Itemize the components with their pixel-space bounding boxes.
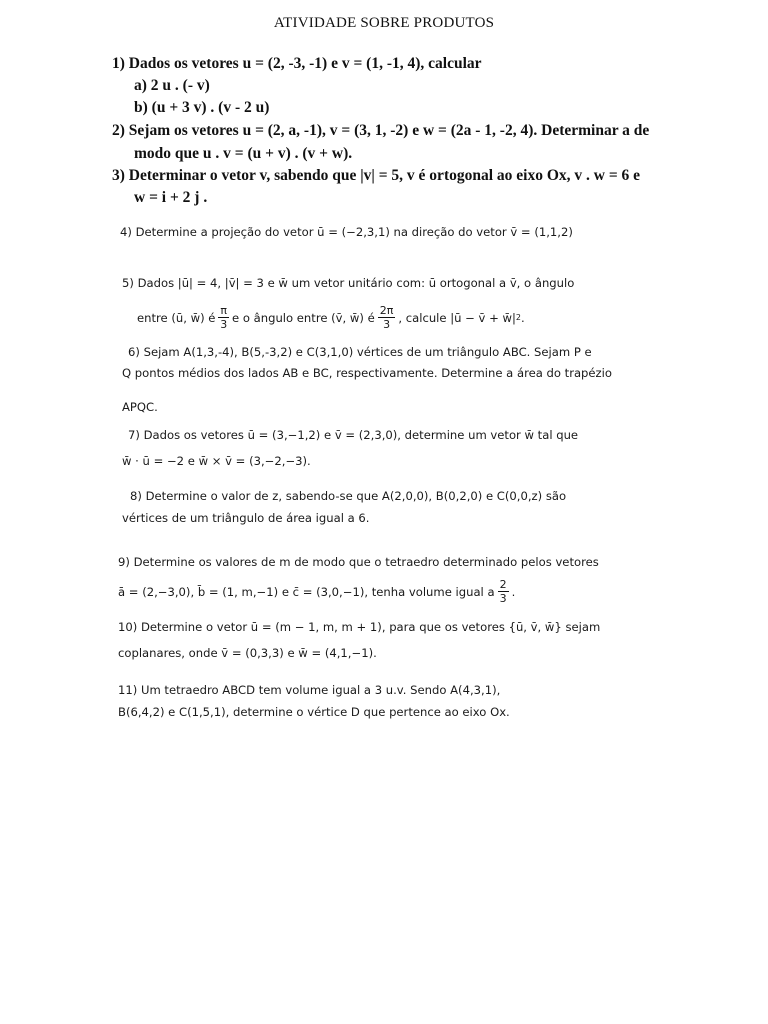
exercise-6-line-3: APQC. bbox=[122, 400, 158, 414]
exercise-3-line-2: w = i + 2 j . bbox=[134, 189, 208, 206]
exercise-1a: a) 2 u . (- v) bbox=[134, 77, 210, 94]
fraction-pi-over-3 bbox=[218, 304, 229, 331]
exercise-6-line-2: Q pontos médios dos lados AB e BC, respectivamente. Determine a área do trapézio bbox=[122, 366, 612, 380]
exercise-7-line-2: w̄ · ū = −2 e w̄ × v̄ = (3,−2,−3). bbox=[122, 454, 311, 468]
exercise-9-text: ā = (2,−3,0), b̄ = (1, m,−1) e c̄ = (3,0,−1), tenha volume igual a bbox=[118, 584, 495, 599]
exercise-5-line-1: 5) Dados |ū| = 4, |v̄| = 3 e w̄ um vetor unitário com: ū ortogonal a v̄, o ângulo bbox=[122, 276, 575, 290]
fraction-numerator: π bbox=[220, 304, 228, 317]
exercise-10-line-1: 10) Determine o vetor ū = (m − 1, m, m + 1), para que os vetores {ū, v̄, w̄} sejam bbox=[118, 620, 601, 634]
exercise-2-line-1: 2) Sejam os vetores u = (2, a, -1), v = (3, 1, -2) e w = (2a - 1, -2, 4). Determinar a de bbox=[112, 122, 650, 139]
exercise-10-line-2: coplanares, onde v̄ = (0,3,3) e w̄ = (4,1,−1). bbox=[118, 646, 377, 660]
fraction-numerator: 2π bbox=[379, 304, 394, 317]
exercise-5-text-c: , calcule |ū − v̄ + w̄| bbox=[398, 310, 516, 325]
exercise-5-text-a: entre (ū, w̄) é bbox=[137, 310, 216, 325]
exercise-5-text-end: . bbox=[520, 310, 525, 325]
exercise-4: 4) Determine a projeção do vetor ū = (−2,3,1) na direção do vetor v̄ = (1,1,2) bbox=[120, 225, 573, 239]
exercise-5-text-b: e o ângulo entre (v̄, w̄) é bbox=[232, 310, 375, 325]
fraction-2-over-3 bbox=[498, 578, 509, 605]
fraction-denominator: 3 bbox=[383, 318, 391, 331]
fraction-denominator: 3 bbox=[499, 592, 507, 605]
exercise-8-line-2: vértices de um triângulo de área igual a 6. bbox=[122, 511, 370, 525]
exercise-9-line-1: 9) Determine os valores de m de modo que o tetraedro determinado pelos vetores bbox=[118, 555, 599, 569]
exponent: 2 bbox=[515, 313, 521, 322]
exercise-5-line-2 bbox=[137, 304, 525, 331]
exercise-1-statement: 1) Dados os vetores u = (2, -3, -1) e v = (1, -1, 4), calcular bbox=[112, 55, 482, 72]
fraction-numerator: 2 bbox=[499, 578, 507, 591]
fraction-2pi-over-3 bbox=[378, 304, 396, 331]
exercise-6-line-1: 6) Sejam A(1,3,-4), B(5,-3,2) e C(3,1,0) vértices de um triângulo ABC. Sejam P e bbox=[128, 345, 592, 359]
exercise-9-text-end: . bbox=[511, 584, 516, 599]
exercise-2-line-2: modo que u . v = (u + v) . (v + w). bbox=[134, 145, 353, 162]
exercise-7-line-1: 7) Dados os vetores ū = (3,−1,2) e v̄ = (2,3,0), determine um vetor w̄ tal que bbox=[128, 428, 579, 442]
page-title: ATIVIDADE SOBRE PRODUTOS bbox=[273, 15, 495, 31]
exercise-11-line-1: 11) Um tetraedro ABCD tem volume igual a 3 u.v. Sendo A(4,3,1), bbox=[118, 683, 501, 697]
fraction-denominator: 3 bbox=[220, 318, 228, 331]
exercise-1b: b) (u + 3 v) . (v - 2 u) bbox=[134, 99, 270, 116]
exercise-9-line-2 bbox=[118, 578, 515, 605]
exercise-11-line-2: B(6,4,2) e C(1,5,1), determine o vértice D que pertence ao eixo Ox. bbox=[118, 705, 510, 719]
exercise-8-line-1: 8) Determine o valor de z, sabendo-se que A(2,0,0), B(0,2,0) e C(0,0,z) são bbox=[130, 489, 567, 503]
exercise-3-line-1: 3) Determinar o vetor v, sabendo que |v| = 5, v é ortogonal ao eixo Ox, v . w = 6 e bbox=[112, 167, 641, 184]
